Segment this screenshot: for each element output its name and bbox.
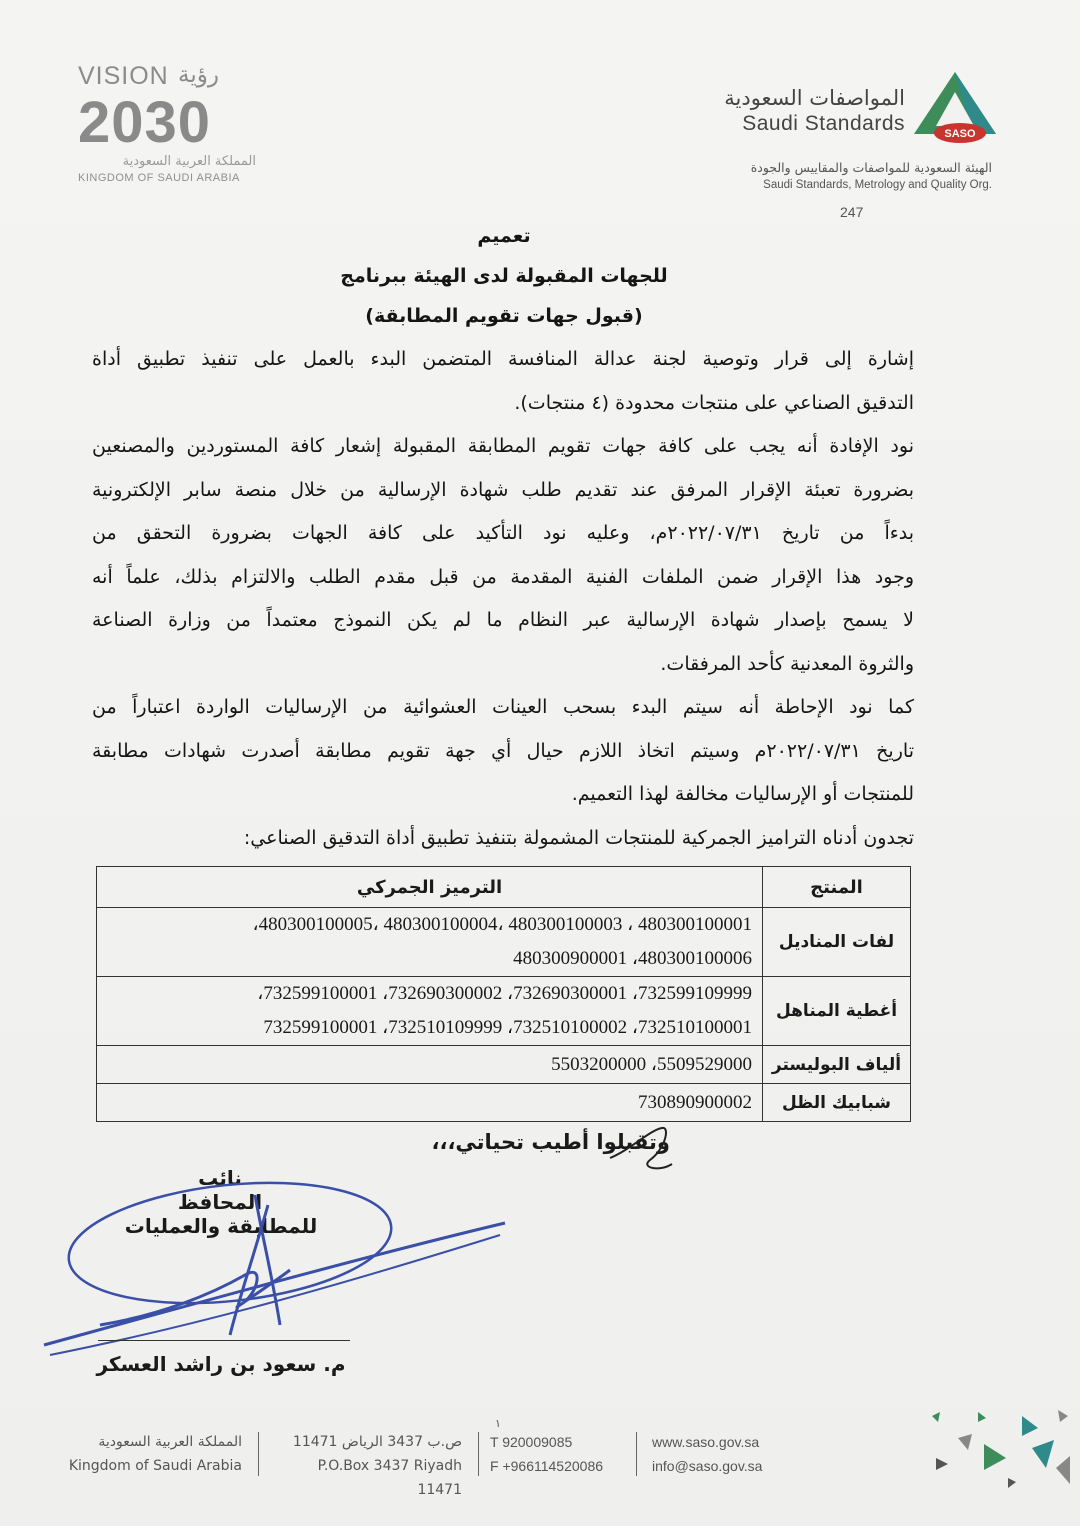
page-footer: [0, 1424, 1080, 1498]
footer-email: info@saso.gov.sa: [652, 1458, 763, 1474]
signer-name: م. سعود بن راشد العسكر: [96, 1352, 346, 1376]
vision-kingdom-ar: المملكة العربية السعودية: [122, 154, 256, 169]
table-header-row: [97, 867, 911, 908]
product-cell: شبابيك الظل: [763, 1084, 911, 1122]
body-line: بضرورة تعبئة الإقرار المرفق عند تقديم طلب شهادة الإرسالية من خلال منصة سابر الإلكترونية: [92, 478, 914, 501]
table-row: [97, 977, 911, 1046]
footer-divider: [258, 1432, 259, 1476]
header-product: المنتج: [763, 867, 911, 908]
codes-line: 5509529000، 5503200000: [551, 1053, 752, 1075]
codes-cell: [97, 1046, 763, 1084]
codes-cell: [97, 1084, 763, 1122]
saso-org-name: [700, 86, 905, 136]
footer-fax: F +966114520086: [490, 1458, 604, 1474]
body-line: تاريخ ٢٠٢٢/٠٧/٣١م وسيتم اتخاذ اللازم حيال أي جهة تقويم مطابقة أصدرت شهادات مطابقة: [92, 739, 914, 762]
customs-codes-table: [96, 866, 911, 1122]
footer-pobox: [276, 1430, 462, 1502]
product-cell: أغطية المناهل: [763, 977, 911, 1046]
footer-divider: [478, 1432, 479, 1476]
org-name-ar: المواصفات السعودية: [724, 86, 905, 110]
initials-mark: [600, 1120, 680, 1180]
title-line-3: (قبول جهات تقويم المطابقة): [365, 305, 643, 327]
signer-title-1: نائب المحافظ: [177, 1166, 263, 1214]
footer-web: [652, 1430, 802, 1478]
reference-number: 247: [840, 204, 864, 220]
codes-cell: [97, 977, 763, 1046]
codes-cell: [97, 908, 763, 977]
table-row: [97, 1084, 911, 1122]
circular-body: [92, 338, 914, 860]
codes-line: 480300100001 ، 480300100003 ،480300100004 ،480300100005،: [252, 914, 752, 935]
vision-kingdom-en: KINGDOM OF SAUDI ARABIA: [78, 172, 240, 184]
body-line: إشارة إلى قرار وتوصية لجنة عدالة المنافسة المتضمن البدء بالعمل على تنفيذ تطبيق أداة: [92, 348, 914, 370]
title-line-1: تعميم: [477, 225, 531, 247]
vision-label: VISION: [78, 62, 169, 90]
body-line: وجود هذا الإقرار ضمن الملفات الفنية المقدمة من قبل مقدم الطلب والالتزام بذلك، علماً أنه: [92, 565, 914, 588]
product-cell: ألياف البوليستر: [763, 1046, 911, 1084]
table-row: [97, 1046, 911, 1084]
org-full-en: Saudi Standards, Metrology and Quality Org.: [763, 179, 992, 191]
vision-2030-logo: [78, 62, 268, 192]
closing-regards: وتقبلوا أطيب تحياتي،،،: [431, 1130, 670, 1154]
footer-country-ar: المملكة العربية السعودية: [98, 1434, 242, 1450]
body-line: للمنتجات أو الإرساليات مخالفة لهذا التعميم.: [571, 783, 914, 805]
body-line: بدءاً من تاريخ ٢٠٢٢/٠٧/٣١م، وعليه نود التأكيد على كافة الجهات بضرورة التحقق من: [92, 522, 914, 544]
product-cell: لفات المناديل: [763, 908, 911, 977]
footer-country: [66, 1430, 242, 1478]
body-line: التدقيق الصناعي على منتجات محدودة (٤ منتجات).: [514, 391, 914, 414]
circular-title: [0, 216, 1008, 336]
title-line-2: للجهات المقبولة لدى الهيئة ببرنامج: [340, 265, 668, 287]
saso-full-name: [700, 160, 992, 191]
header-codes: الترميز الجمركي: [97, 867, 763, 908]
codes-line: 732599109999، 732690300001، 732690300002، 732599100001،: [257, 983, 752, 1004]
body-line: والثروة المعدنية كأحد المرفقات.: [660, 652, 914, 675]
triangles-decoration-icon: [928, 1408, 1074, 1494]
page-number: ١: [495, 1418, 501, 1430]
footer-pobox-ar: ص.ب 3437 الرياض 11471: [292, 1434, 462, 1450]
footer-website: www.saso.gov.sa: [652, 1434, 760, 1450]
footer-divider: [636, 1432, 637, 1476]
vision-year: 2030: [78, 90, 212, 155]
footer-contact-numbers: [490, 1430, 620, 1478]
logo-text: SASO: [944, 128, 976, 140]
signer-title-2: للمطابقة والعمليات: [124, 1214, 318, 1238]
codes-line: 732510100001، 732510100002، 732510109999، 732599100001: [263, 1017, 752, 1038]
handwritten-signature: [40, 1175, 520, 1365]
footer-pobox-en: P.O.Box 3437 Riyadh 11471: [317, 1458, 462, 1498]
saso-logo-icon: [912, 70, 998, 150]
body-line: لا يسمح بإصدار شهادة الإرسالية عبر النظام ما لم يكن النموذج معتمداً من وزارة الصناعة: [92, 609, 914, 631]
body-line: كما نود الإحاطة أنه سيتم البدء بسحب العينات العشوائية من الإرساليات الواردة اعتباراً من: [92, 696, 914, 718]
vision-label-ar: رؤية: [178, 62, 219, 88]
org-full-ar: الهيئة السعودية للمواصفات والمقاييس والجودة: [750, 160, 992, 175]
codes-line: 480300100006، 480300900001: [513, 948, 752, 969]
body-line: نود الإفادة أنه يجب على كافة جهات تقويم المطابقة المقبولة إشعار كافة المستوردين والمصنعين: [92, 435, 914, 457]
signature-line: [98, 1340, 350, 1341]
codes-line: 730890900002: [638, 1091, 752, 1113]
footer-phone: T 920009085: [490, 1434, 573, 1450]
table-row: [97, 908, 911, 977]
body-line: تجدون أدناه الترامیز الجمرکیة للمنتجات المشمولة بتنفيذ تطبيق أداة التدقيق الصناعي:: [243, 826, 914, 849]
org-name-en: Saudi Standards: [742, 112, 905, 135]
footer-country-en: Kingdom of Saudi Arabia: [68, 1458, 242, 1474]
